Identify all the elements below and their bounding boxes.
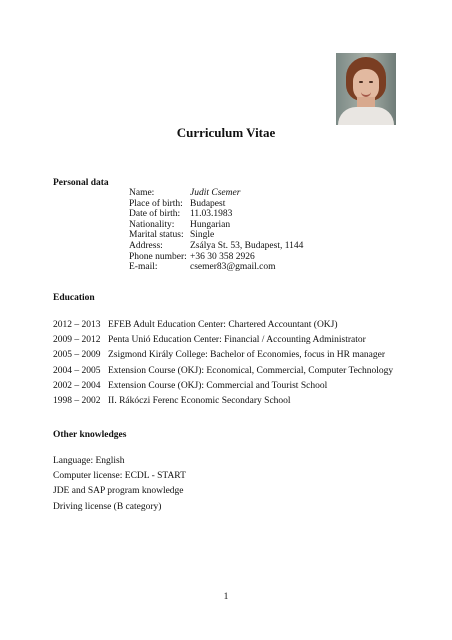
list-item: Language: English <box>53 456 125 466</box>
personal-row-date-of-birth: Date of birth: 11.03.1983 <box>129 209 233 220</box>
education-row: 1998 – 2002 II. Rákóczi Ferenc Economic Secondary School <box>53 395 291 406</box>
personal-data-list <box>129 188 303 273</box>
name-value: Judit Csemer <box>190 188 241 198</box>
list-item: JDE and SAP program knowledge <box>53 486 184 497</box>
page-number: 1 <box>223 592 229 602</box>
education-row: 2009 – 2012 Penta Unió Education Center: Financial / Accounting Administrator <box>53 335 366 346</box>
education-row: 2002 – 2004 Extension Course (OKJ): Commercial and Tourist School <box>53 380 328 391</box>
education-heading: Education <box>53 293 95 303</box>
other-knowledges-heading: Other knowledges <box>53 430 127 440</box>
email-link[interactable]: csemer83@gmail.com <box>190 262 276 273</box>
personal-row-name: Name: Judit Csemer <box>129 188 241 198</box>
education-row: 2005 – 2009 Zsigmond Király College: Bachelor of Economies, focus in HR manager <box>53 350 386 361</box>
personal-row-email: E-mail: csemer83@gmail.com <box>129 262 276 273</box>
list-item: Computer license: ECDL - START <box>53 471 186 482</box>
profile-photo <box>336 53 396 125</box>
personal-row-address: Address: Zsálya St. 53, Budapest, 1144 <box>129 240 304 251</box>
personal-data-heading: Personal data <box>53 178 109 188</box>
personal-row-marital-status: Marital status: Single <box>129 230 215 241</box>
education-row: 2012 – 2013 EFEB Adult Education Center: Chartered Accountant (OKJ) <box>53 320 338 330</box>
personal-row-phone: Phone number: +36 30 358 2926 <box>129 251 255 262</box>
personal-row-place-of-birth: Place of birth: Budapest <box>129 198 226 209</box>
other-knowledges-list <box>53 455 186 516</box>
education-row: 2004 – 2005 Extension Course (OKJ): Economical, Commercial, Computer Technology <box>53 365 394 376</box>
list-item: Driving license (B category) <box>53 501 162 512</box>
document-title: Curriculum Vitae <box>176 125 276 140</box>
personal-row-nationality: Nationality: Hungarian <box>129 219 231 230</box>
education-list <box>53 319 393 410</box>
